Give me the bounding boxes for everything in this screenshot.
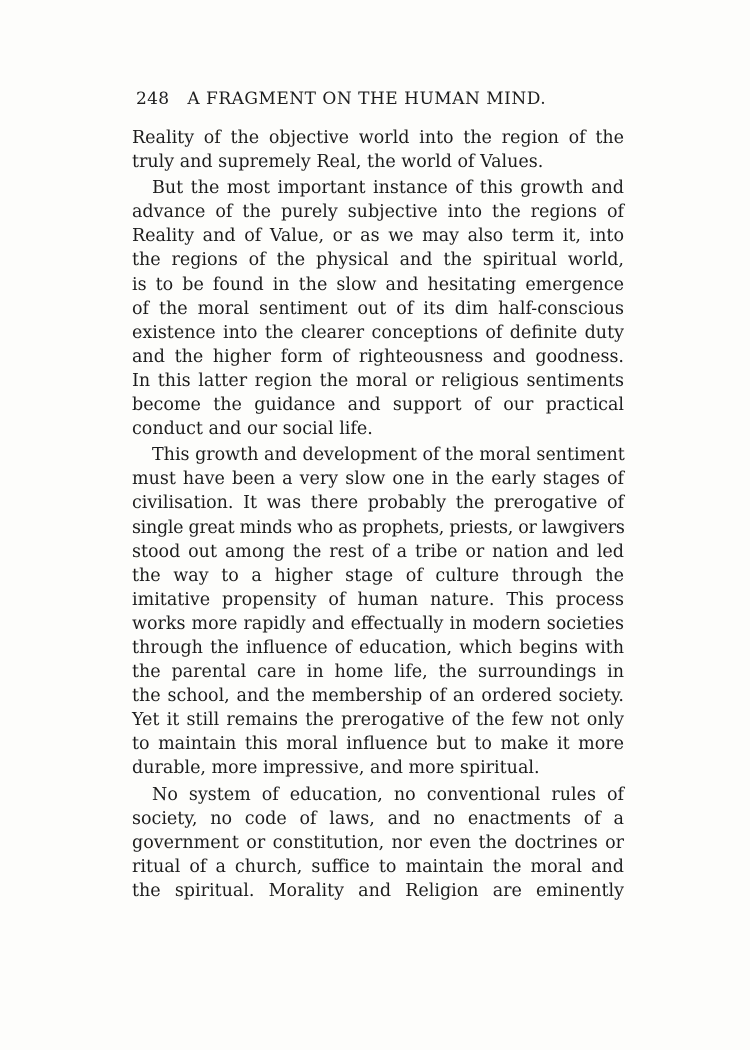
text-line: government or constitution, nor even the doctrines or: [132, 832, 624, 853]
text-line: the regions of the physical and the spiritual world,: [132, 250, 624, 271]
body-text: [132, 126, 624, 903]
text-line: and the higher form of righteousness and goodness.: [132, 346, 624, 367]
text-line: In this latter region the moral or religious sentiments: [132, 370, 624, 391]
running-title: A FRAGMENT ON THE HUMAN MIND.: [187, 89, 547, 109]
text-line: the parental care in home life, the surroundings in: [132, 662, 624, 683]
text-line: of the moral sentiment out of its dim half-conscious: [132, 298, 624, 319]
text-line: works more rapidly and effectually in modern societies: [132, 613, 624, 634]
text-line: stood out among the rest of a tribe or nation and led: [132, 541, 624, 562]
text-line: This growth and development of the moral sentiment: [152, 445, 625, 466]
text-line: advance of the purely subjective into the regions of: [132, 202, 624, 223]
text-line: is to be found in the slow and hesitating emergence: [132, 274, 624, 295]
text-line: Reality and of Value, or as we may also term it, into: [132, 226, 624, 247]
text-line: the way to a higher stage of culture through the: [132, 565, 624, 586]
text-line: through the influence of education, which begins with: [132, 637, 624, 658]
text-line: But the most important instance of this growth and: [152, 178, 624, 199]
text-line: No system of education, no conventional rules of: [152, 784, 624, 805]
text-line: truly and supremely Real, the world of Values.: [132, 152, 544, 173]
text-line: imitative propensity of human nature. This process: [132, 589, 624, 610]
paragraph: [132, 783, 624, 903]
text-line: society, no code of laws, and no enactments of a: [132, 808, 624, 829]
text-line: the spiritual. Morality and Religion are eminently: [132, 880, 624, 901]
text-line: ritual of a church, suffice to maintain the moral and: [132, 856, 624, 877]
text-line: to maintain this moral influence but to make it more: [132, 734, 624, 755]
text-line: become the guidance and support of our practical: [132, 395, 624, 416]
text-line: existence into the clearer conceptions of definite duty: [132, 322, 624, 343]
running-head: [136, 89, 576, 119]
text-line: conduct and our social life.: [132, 419, 373, 440]
text-line: Yet it still remains the prerogative of the few not only: [132, 710, 624, 731]
text-line: Reality of the objective world into the region of the: [132, 128, 624, 148]
paragraph: [132, 176, 624, 441]
text-line: civilisation. It was there probably the prerogative of: [132, 493, 624, 514]
text-line: durable, more impressive, and more spiritual.: [132, 758, 540, 779]
paragraph: [132, 126, 624, 174]
paragraph: [132, 443, 624, 780]
text-line: must have been a very slow one in the early stages of: [132, 469, 624, 490]
text-line: the school, and the membership of an ordered society.: [132, 686, 624, 707]
text-line: single great minds who as prophets, priests, or lawgivers: [132, 517, 625, 538]
page-number: 248: [136, 89, 170, 109]
